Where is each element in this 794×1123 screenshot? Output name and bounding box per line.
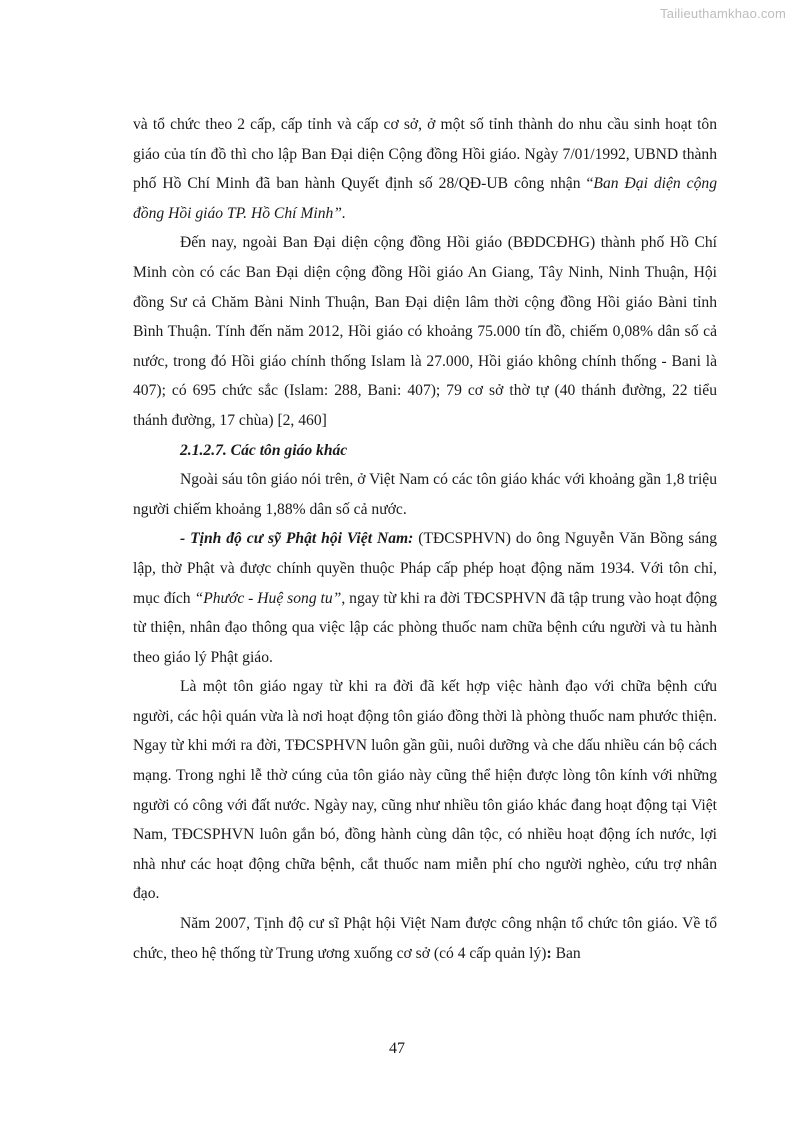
watermark: Tailieuthamkhao.com xyxy=(660,6,786,21)
section-heading: 2.1.2.7. Các tôn giáo khác xyxy=(180,441,348,459)
paragraph-6 xyxy=(133,909,717,968)
paragraph-1-text: và tổ chức theo 2 cấp, cấp tỉnh và cấp cơ sở, ở một số tỉnh thành do nhu cầu sinh hoạt tôn giáo của tín đồ thì cho lập Ban Đại diện Cộng đồng Hồi giáo. Ngày 7/01/1992, UBND thành phố Hồ Chí Minh đã ban hành Quyết định số 28/QĐ-UB công nhận “ xyxy=(133,116,717,193)
paragraph-4-text: (TĐCSPHVN) do ông Nguyễn Văn Bồng sáng lập, thờ Phật và được chính quyền thuộc Pháp cấp phép hoạt động năm 1934. Với tôn chỉ, mục đích xyxy=(133,530,717,607)
paragraph-6-colon: : xyxy=(546,944,552,962)
paragraph-6-text-end: Ban xyxy=(551,944,581,962)
paragraph-4-bold-title: - Tịnh độ cư sỹ Phật hội Việt Nam: xyxy=(180,530,414,548)
paragraph-6-text: Năm 2007, Tịnh độ cư sĩ Phật hội Việt Nam được công nhận tổ chức tôn giáo. Về tổ chức, theo hệ thống từ Trung ương xuống cơ sở (có 4 cấp quản lý) xyxy=(133,915,717,962)
paragraph-5: Là một tôn giáo ngay từ khi ra đời đã kết hợp việc hành đạo với chữa bệnh cứu người, các hội quán vừa là nơi hoạt động tôn giáo đồng thời là phòng thuốc nam phước thiện. Ngay từ khi mới ra đời, TĐCSPHVN luôn gần gũi, nuôi dưỡng và che dấu nhiều cán bộ cách mạng. Trong nghi lễ thờ cúng của tôn giáo này cũng thể hiện được lòng tôn kính với những người có công với đất nước. Ngày nay, cũng như nhiều tôn giáo khác đang hoạt động tại Việt Nam, TĐCSPHVN luôn gắn bó, đồng hành cùng dân tộc, có nhiều hoạt động ích nước, lợi nhà như các hoạt động chữa bệnh, cắt thuốc nam miễn phí cho người nghèo, cứu trợ nhân đạo. xyxy=(133,678,717,903)
paragraph-4-italic-quote: “Phước - Huệ song tu” xyxy=(194,589,342,607)
paragraph-2: Đến nay, ngoài Ban Đại diện cộng đồng Hồi giáo (BĐDCĐHG) thành phố Hồ Chí Minh còn có các Ban Đại diện cộng đồng Hồi giáo An Giang, Tây Ninh, Ninh Thuận, Hội đồng Sư cả Chăm Bàni Ninh Thuận, Ban Đại diện lâm thời cộng đồng Hồi giáo Bàni tỉnh Bình Thuận. Tính đến năm 2012, Hồi giáo có khoảng 75.000 tín đồ, chiếm 0,08% dân số cả nước, trong đó Hồi giáo chính thống Islam là 27.000, Hồi giáo không chính thống - Bani là 407); có 695 chức sắc (Islam: 288, Bani: 407); 79 cơ sở thờ tự (40 thánh đường, 22 tiểu thánh đường, 17 chùa) [2, 460] xyxy=(133,234,717,429)
page-number: 47 xyxy=(389,1040,405,1057)
paragraph-1 xyxy=(133,110,717,228)
paragraph-3: Ngoài sáu tôn giáo nói trên, ở Việt Nam có các tôn giáo khác với khoảng gần 1,8 triệu người chiếm khoảng 1,88% dân số cả nước. xyxy=(133,471,717,518)
paragraph-4-text-end: , ngay từ khi ra đời TĐCSPHVN đã tập trung vào hoạt động từ thiện, nhân đạo thông qua việc lập các phòng thuốc nam chữa bệnh cứu người và tu hành theo giáo lý Phật giáo. xyxy=(133,589,717,666)
paragraph-4 xyxy=(133,524,717,672)
paragraph-1-italic-quote: Ban Đại diện cộng đồng Hồi giáo TP. Hồ Chí Minh”. xyxy=(133,175,717,222)
document-body xyxy=(133,110,717,968)
